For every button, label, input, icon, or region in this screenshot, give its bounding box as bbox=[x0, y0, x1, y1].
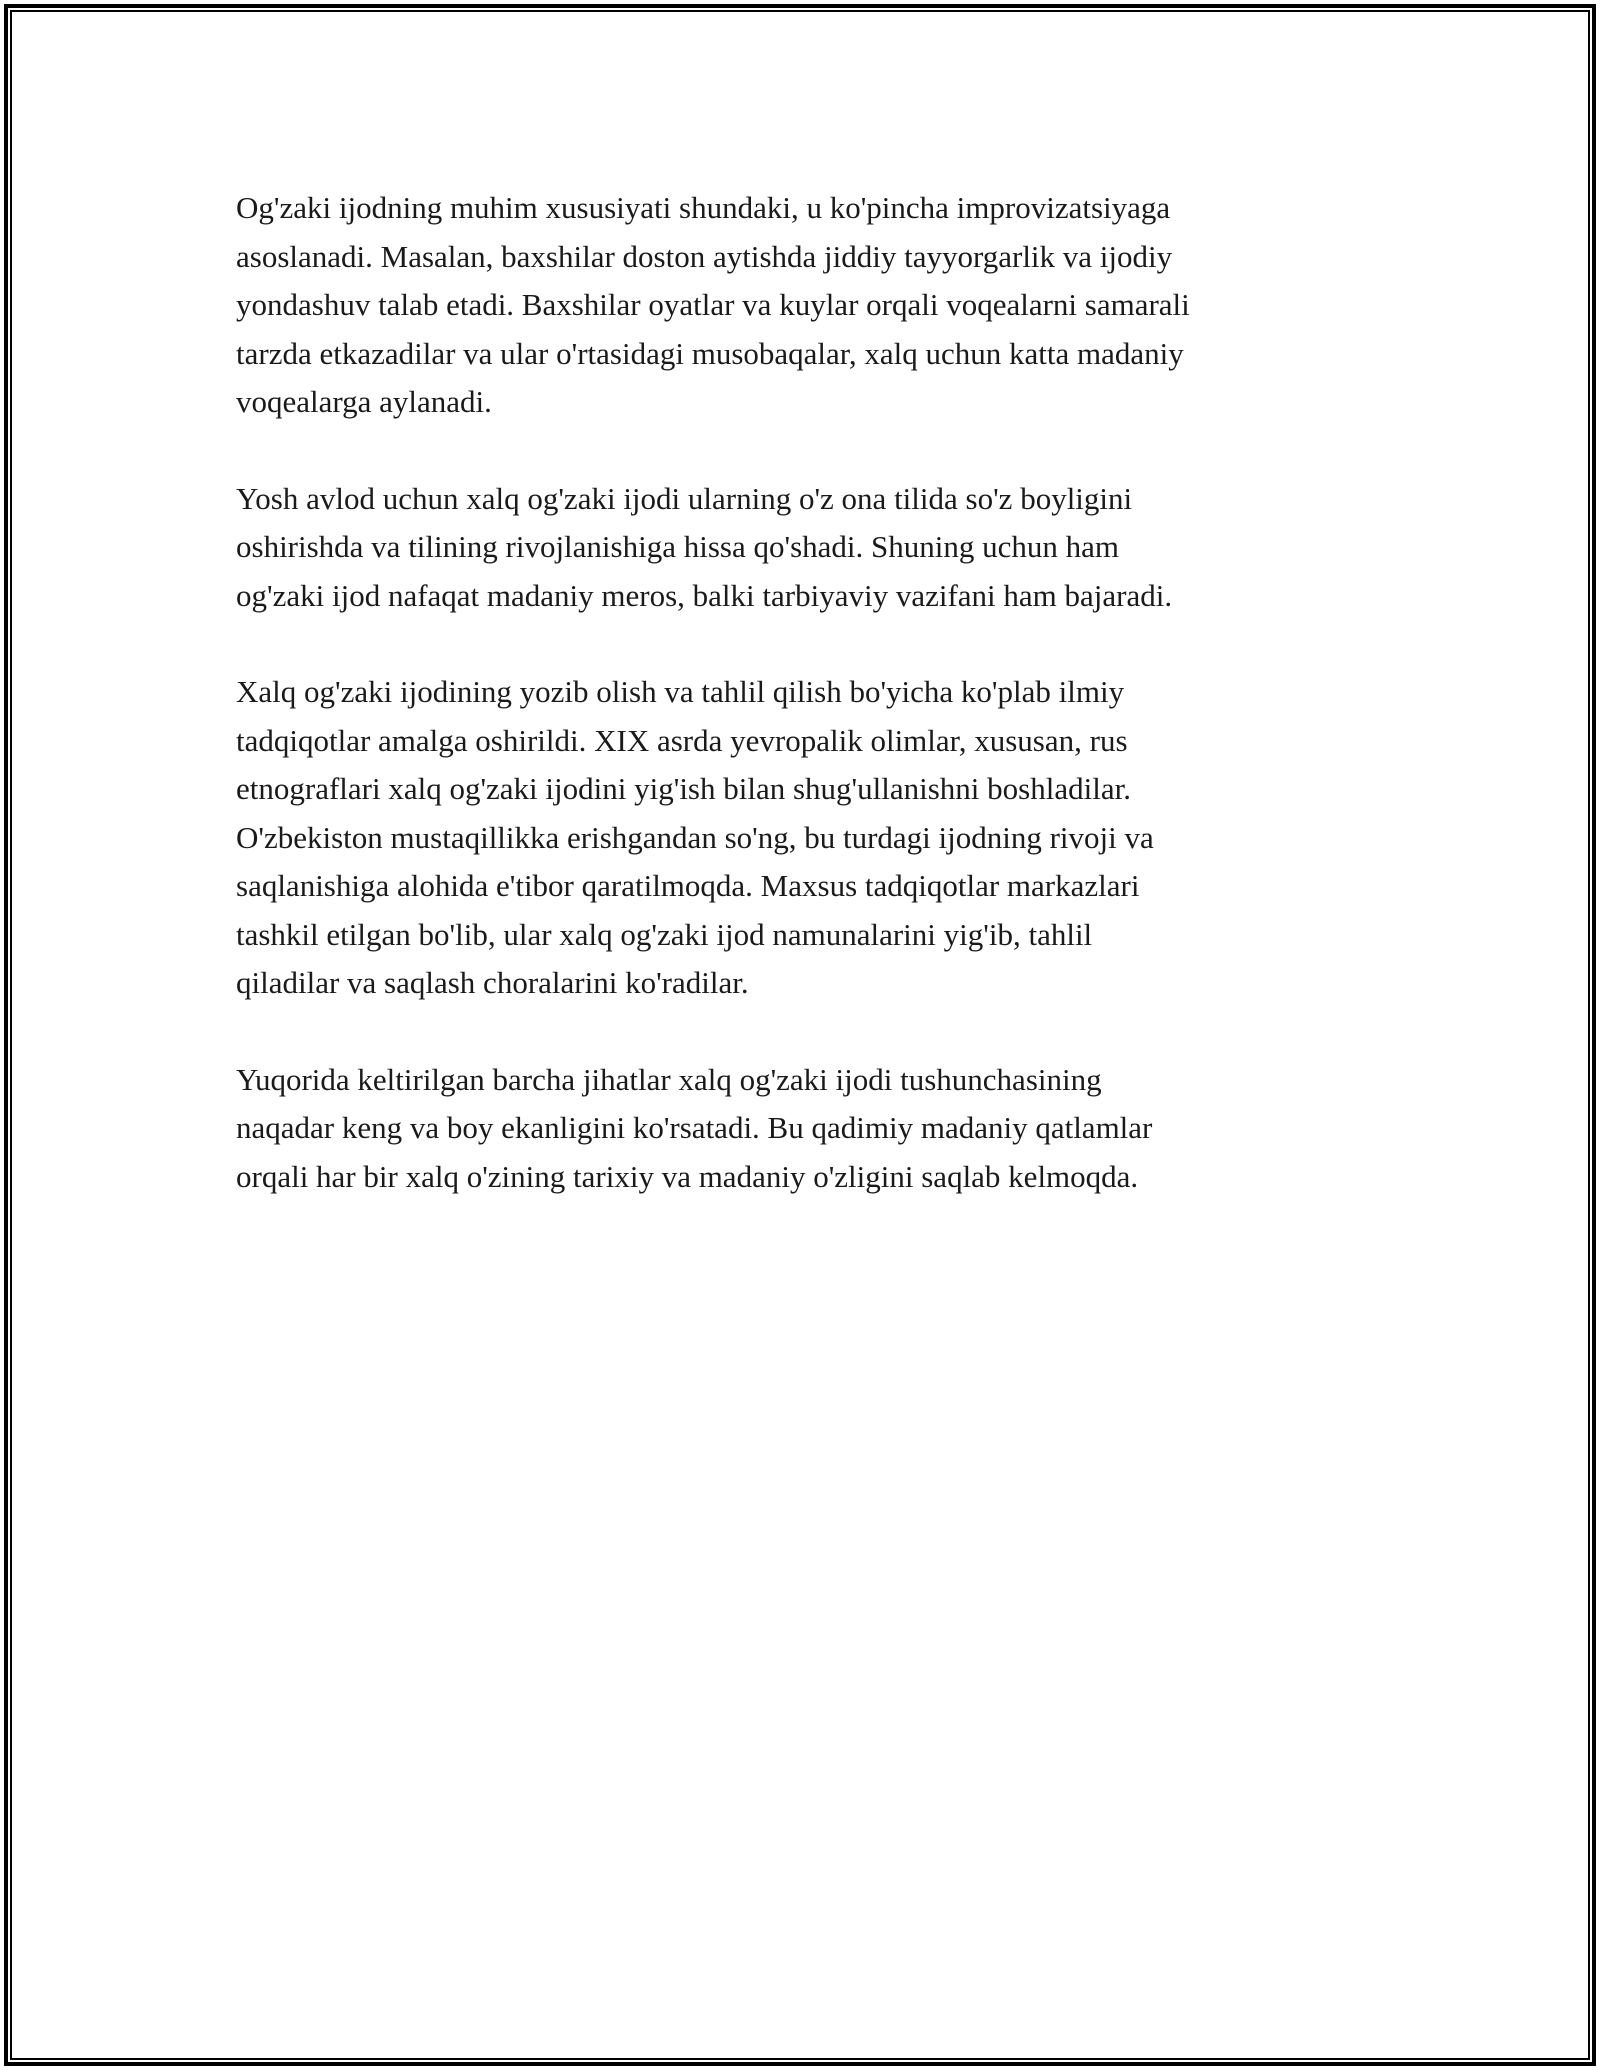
text-line: Xalq og'zaki ijodining yozib olish va tahlil qilish bo'yicha ko'plab ilmiy bbox=[236, 674, 1125, 709]
text-line: asoslanadi. Masalan, baxshilar doston aytishda jiddiy tayyorgarlik va ijodiy bbox=[236, 238, 1173, 274]
text-line: tarzda etkazadilar va ular o'rtasidagi musobaqalar, xalq uchun katta madaniy bbox=[236, 335, 1184, 371]
text-line: etnograflari xalq og'zaki ijodini yig'ish bilan shug'ullanishni boshladilar. bbox=[236, 771, 1131, 806]
text-line: Yuqorida keltirilgan barcha jihatlar xalq og'zaki ijodi tushunchasining bbox=[236, 1061, 1102, 1097]
text-line: yondashuv talab etadi. Baxshilar oyatlar va kuylar orqali voqealarni samarali bbox=[236, 287, 1190, 322]
text-line: saqlanishiga alohida e'tibor qaratilmoqda. Maxsus tadqiqotlar markazlari bbox=[236, 868, 1140, 903]
paragraph-3 bbox=[236, 668, 1386, 1008]
text-line: naqadar keng va boy ekanligini ko'rsatadi. Bu qadimiy madaniy qatlamlar bbox=[236, 1110, 1153, 1145]
text-line: Og'zaki ijodning muhim xususiyati shundaki, u ko'pincha improvizatsiyaga bbox=[236, 190, 1171, 225]
text-line: tashkil etilgan bo'lib, ular xalq og'zaki ijod namunalarini yig'ib, tahlil bbox=[236, 916, 1093, 952]
text-line: Yosh avlod uchun xalq og'zaki ijodi ularning o'z ona tilida so'z boyligini bbox=[236, 480, 1133, 516]
paragraph-4 bbox=[236, 1056, 1386, 1202]
text-line: qiladilar va saqlash choralarini ko'radilar. bbox=[236, 965, 749, 1000]
text-line: orqali har bir xalq o'zining tarixiy va madaniy o'zligini saqlab kelmoqda. bbox=[236, 1158, 1139, 1194]
text-line: voqealarga aylanadi. bbox=[236, 384, 492, 419]
text-line: O'zbekiston mustaqillikka erishgandan so'ng, bu turdagi ijodning rivoji va bbox=[236, 819, 1154, 855]
document-body bbox=[236, 184, 1386, 1249]
text-line: og'zaki ijod nafaqat madaniy meros, balki tarbiyaviy vazifani ham bajaradi. bbox=[236, 577, 1173, 613]
paragraph-2 bbox=[236, 475, 1386, 621]
text-line: oshirishda va tilining rivojlanishiga hissa qo'shadi. Shuning uchun ham bbox=[236, 529, 1119, 564]
paragraph-1 bbox=[236, 184, 1386, 427]
text-line: tadqiqotlar amalga oshirildi. XIX asrda yevropalik olimlar, xususan, rus bbox=[236, 722, 1128, 758]
